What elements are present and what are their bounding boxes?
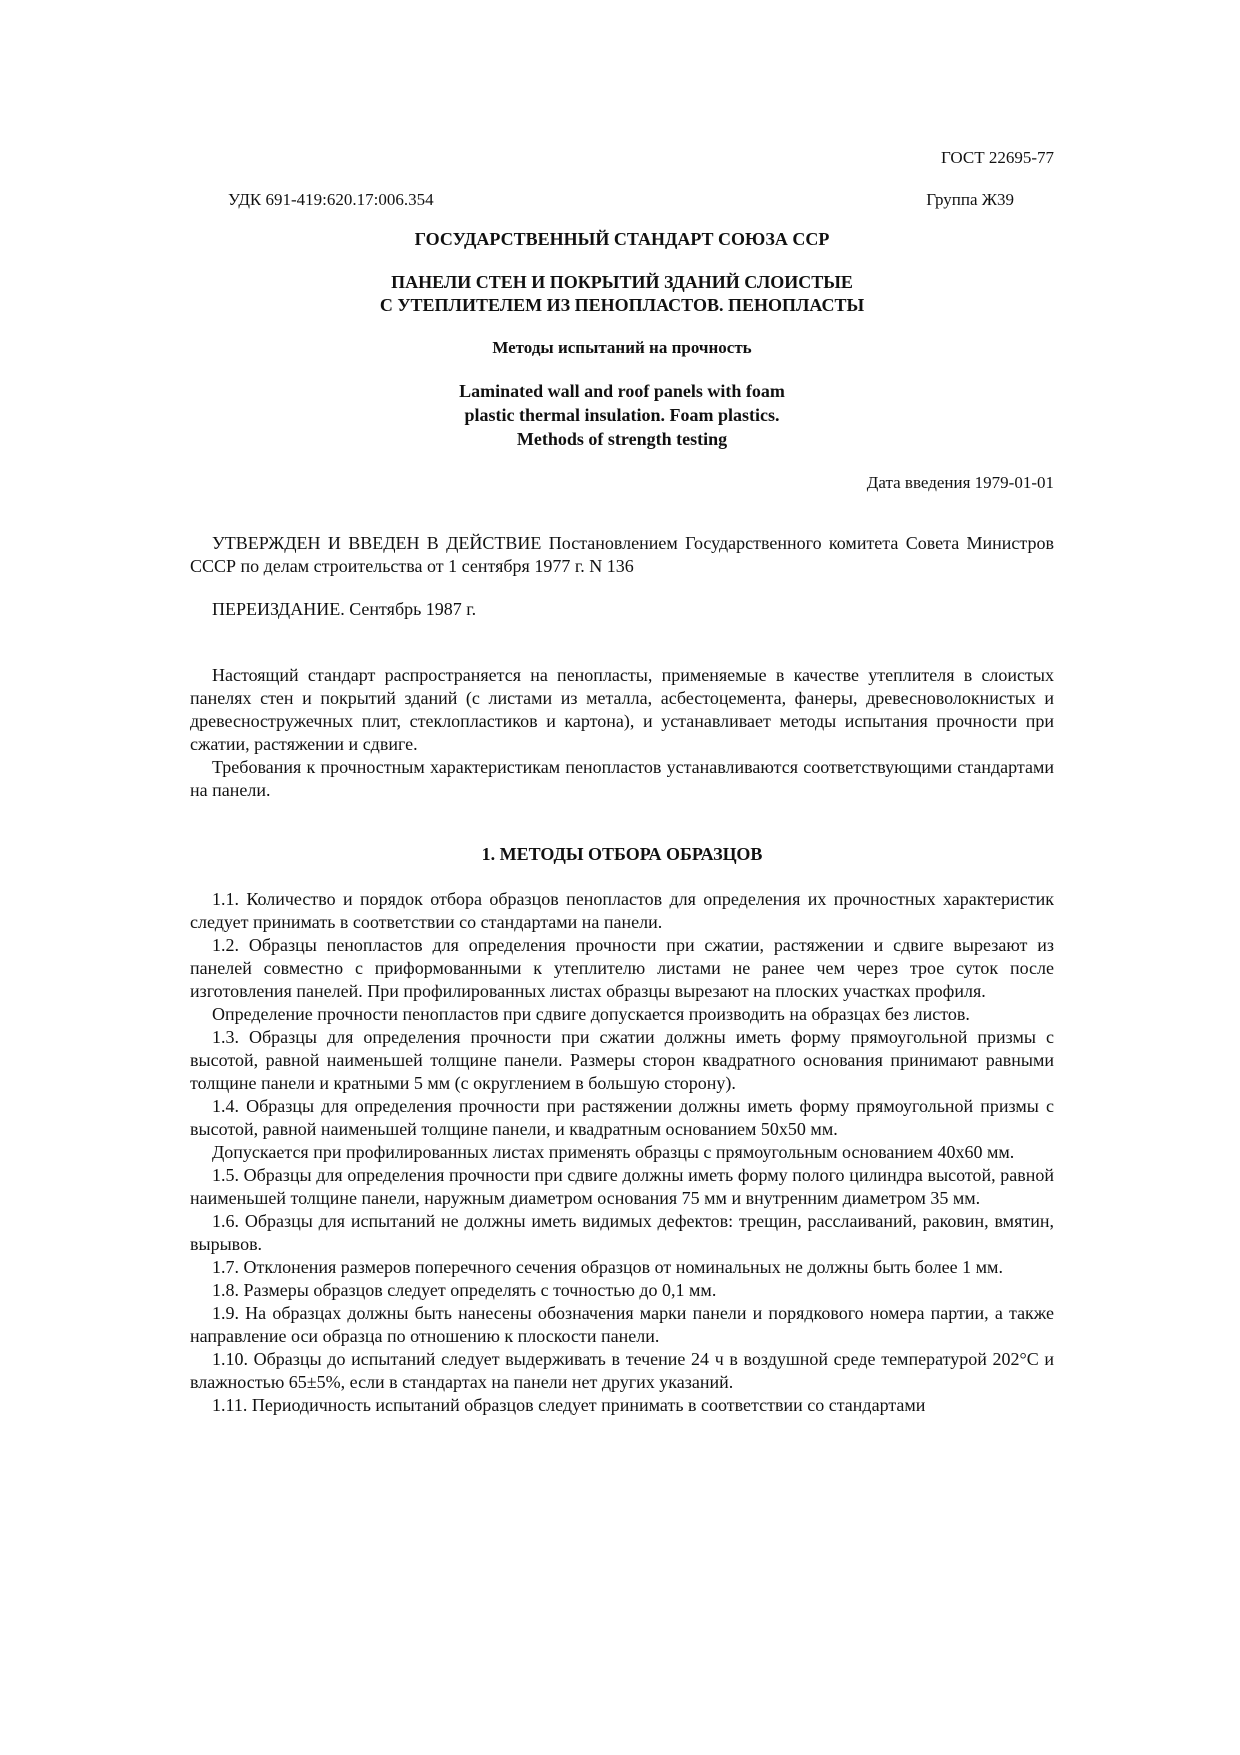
clause-paragraph: 1.9. На образцах должны быть нанесены обозначения марки панели и порядкового номера партии, а также направление оси образца по отношению к плоскости панели. — [190, 1303, 1054, 1346]
title-en-line-3: Methods of strength testing — [516, 429, 728, 449]
document-page — [190, 148, 1054, 1417]
document-title-ru — [190, 271, 1054, 317]
clause-paragraph: 1.3. Образцы для определения прочности при сжатии должны иметь форму прямоугольной призмы с высотой, равной наименьшей толщине панели. Размеры сторон квадратного основания принимают равными толщине панели и кратными 5 мм (с округлением в большую сторону). — [190, 1027, 1054, 1093]
reissue-note: ПЕРЕИЗДАНИЕ. Сентябрь 1987 г. — [212, 599, 477, 619]
clause-paragraph: 1.4. Образцы для определения прочности при растяжении должны иметь форму прямоугольной призмы с высотой, равной наименьшей толщине панели, и квадратным основанием 50x50 мм. — [190, 1096, 1054, 1139]
clause-paragraph: 1.1. Количество и порядок отбора образцов пенопластов для определения их прочностных характеристик следует принимать в соответствии со стандартами на панели. — [190, 889, 1054, 932]
title-en-line-2: plastic thermal insulation. Foam plastics. — [464, 405, 780, 425]
date-of-introduction: Дата введения 1979-01-01 — [866, 473, 1054, 492]
title-ru-line-2: С УТЕПЛИТЕЛЕМ ИЗ ПЕНОПЛАСТОВ. ПЕНОПЛАСТЫ — [379, 295, 865, 315]
clause-paragraph: 1.5. Образцы для определения прочности при сдвиге должны иметь форму полого цилиндра высотой, равной наименьшей толщине панели, наружным диаметром основания 75 мм и внутренним диаметром 35 мм. — [190, 1165, 1054, 1208]
title-ru-line-1: ПАНЕЛИ СТЕН И ПОКРЫТИЙ ЗДАНИЙ СЛОИСТЫЕ — [391, 272, 853, 292]
meta-row — [190, 190, 1054, 210]
section-1-body — [190, 888, 1054, 1417]
section-1-heading: 1. МЕТОДЫ ОТБОРА ОБРАЗЦОВ — [481, 844, 763, 864]
intro-paragraph: Настоящий стандарт распространяется на пенопласты, применяемые в качестве утеплителя в слоистых панелях стен и покрытий зданий (с листами из металла, асбестоцемента, фанеры, древесноволокнистых и древесностружечных плит, стеклопластиков и картона), и устанавливает методы испытания прочности при сжатии, растяжении и сдвиге. — [190, 665, 1054, 754]
gost-code: ГОСТ 22695-77 — [940, 148, 1054, 167]
clause-paragraph: 1.10. Образцы до испытаний следует выдерживать в течение 24 ч в воздушной среде температурой 202°С и влажностью 65±5%, если в стандартах на панели нет других указаний. — [190, 1349, 1054, 1392]
intro-paragraph: Требования к прочностным характеристикам пенопластов устанавливаются соответствующими стандартами на панели. — [190, 757, 1054, 800]
state-standard-heading: ГОСУДАРСТВЕННЫЙ СТАНДАРТ СОЮЗА ССР — [414, 229, 830, 249]
document-title-en — [190, 379, 1054, 451]
intro-section — [190, 664, 1054, 802]
clause-paragraph: 1.11. Периодичность испытаний образцов следует принимать в соответствии со стандартами — [212, 1395, 926, 1415]
group-code: Группа Ж39 — [926, 190, 1014, 209]
document-subtitle-ru: Методы испытаний на прочность — [492, 338, 752, 357]
clause-paragraph: 1.8. Размеры образцов следует определять с точностью до 0,1 мм. — [212, 1280, 717, 1300]
title-en-line-1: Laminated wall and roof panels with foam — [459, 381, 785, 401]
clause-paragraph: 1.2. Образцы пенопластов для определения прочности при сжатии, растяжении и сдвиге вырезают из панелей совместно с приформованными к утеплителю листами не ранее чем через трое суток после изготовления панелей. При профилированных листах образцы вырезают на плоских участках профиля. — [190, 935, 1054, 1001]
udk-code: УДК 691-419:620.17:006.354 — [228, 190, 434, 209]
clause-paragraph: Допускается при профилированных листах применять образцы с прямоугольным основанием 40x60 мм. — [212, 1142, 1015, 1162]
clause-paragraph: 1.6. Образцы для испытаний не должны иметь видимых дефектов: трещин, расслаиваний, раковин, вмятин, вырывов. — [190, 1211, 1054, 1254]
approval-statement: УТВЕРЖДЕН И ВВЕДЕН В ДЕЙСТВИЕ Постановлением Государственного комитета Совета Министров СССР по делам строительства от 1 сентября 1977 г. N 136 — [190, 533, 1054, 576]
clause-paragraph: 1.7. Отклонения размеров поперечного сечения образцов от номинальных не должны быть более 1 мм. — [212, 1257, 1003, 1277]
clause-paragraph: Определение прочности пенопластов при сдвиге допускается производить на образцах без листов. — [212, 1004, 970, 1024]
